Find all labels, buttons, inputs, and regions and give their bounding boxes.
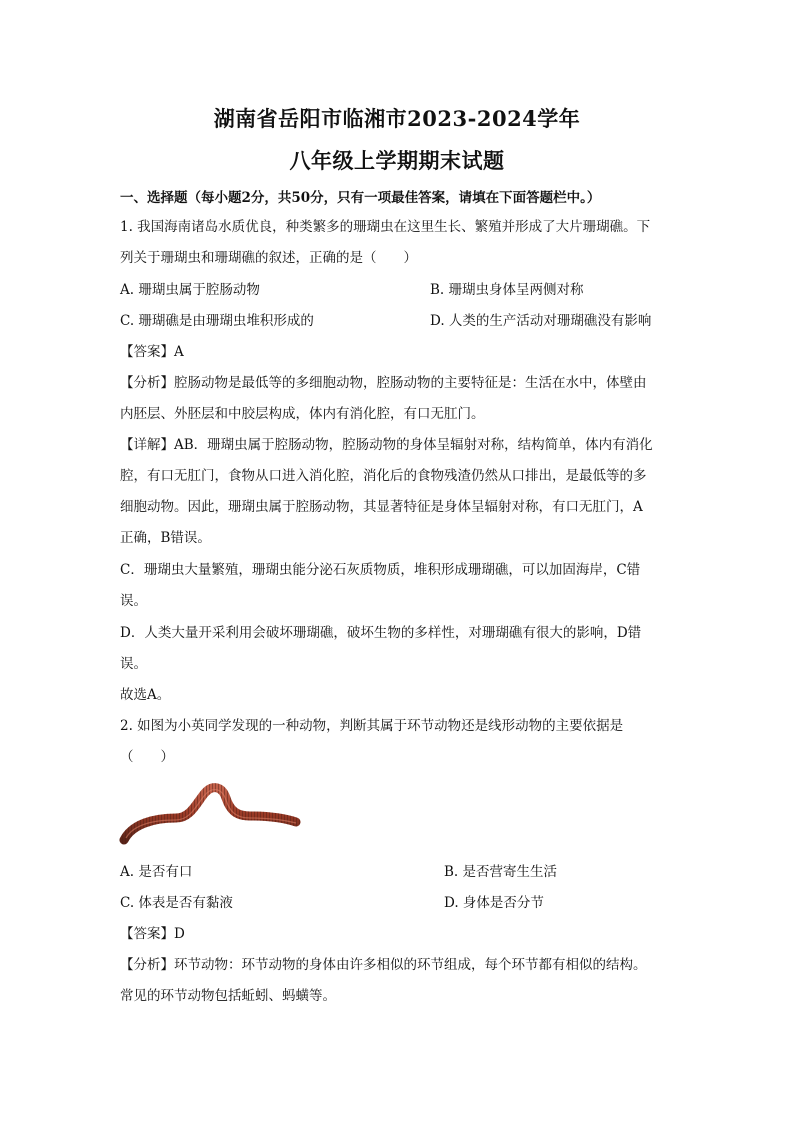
earthworm-image — [118, 778, 302, 850]
q1-stem-line1: 1. 我国海南诸岛水质优良，种类繁多的珊瑚虫在这里生长、繁殖并形成了大片珊瑚礁。下 — [120, 219, 651, 235]
q1-option-d: D. 人类的生产活动对珊瑚礁没有影响 — [430, 313, 652, 329]
q2-option-a: A. 是否有口 — [120, 864, 193, 880]
q2-analysis-line2: 常见的环节动物包括蚯蚓、蚂蟥等。 — [120, 988, 336, 1004]
doc-title-line2: 八年级上学期期末试题 — [289, 148, 505, 173]
q1-analysis-line2: 内胚层、外胚层和中胶层构成，体内有消化腔，有口无肛门。 — [120, 406, 485, 422]
q1-detail-line1: 【详解】AB．珊瑚虫属于腔肠动物，腔肠动物的身体呈辐射对称，结构简单，体内有消化 — [120, 437, 653, 453]
q2-analysis-line1: 【分析】环节动物：环节动物的身体由许多相似的环节组成，每个环节都有相似的结构。 — [120, 957, 647, 973]
q2-option-d: D. 身体是否分节 — [444, 895, 544, 911]
q1-detail-line7: D．人类大量开采利用会破坏珊瑚礁，破坏生物的多样性，对珊瑚礁有很大的影响，D错 — [120, 625, 642, 641]
q1-detail-line4: 正确，B错误。 — [120, 530, 211, 546]
q1-stem-line2: 列关于珊瑚虫和珊瑚礁的叙述，正确的是（ ） — [120, 250, 417, 266]
q1-analysis-line1: 【分析】腔肠动物是最低等的多细胞动物，腔肠动物的主要特征是：生活在水中，体壁由 — [120, 375, 647, 391]
q1-detail-line5: C．珊瑚虫大量繁殖，珊瑚虫能分泌石灰质物质，堆积形成珊瑚礁，可以加固海岸，C错 — [120, 562, 641, 578]
q1-answer: 【答案】A — [120, 344, 184, 360]
q2-option-c: C. 体表是否有黏液 — [120, 895, 233, 911]
q1-detail-line8: 误。 — [120, 656, 147, 672]
q2-stem-line1: 2. 如图为小英同学发现的一种动物，判断其属于环节动物还是线形动物的主要依据是 — [120, 718, 624, 734]
q2-option-b: B. 是否营寄生生活 — [444, 864, 558, 880]
section-heading: 一、选择题（每小题2分，共50分，只有一项最佳答案，请填在下面答题栏中。） — [120, 190, 601, 206]
q1-detail-line6: 误。 — [120, 593, 147, 609]
q2-stem-line2: （ ） — [120, 749, 174, 765]
q1-option-b: B. 珊瑚虫身体呈两侧对称 — [430, 282, 584, 298]
q1-conclusion: 故选A。 — [120, 687, 171, 703]
q1-detail-line3: 细胞动物。因此，珊瑚虫属于腔肠动物，其显著特征是身体呈辐射对称，有口无肛门，A — [120, 499, 643, 515]
q2-answer: 【答案】D — [120, 926, 185, 942]
q1-option-a: A. 珊瑚虫属于腔肠动物 — [120, 282, 260, 298]
q1-detail-line2: 腔，有口无肛门，食物从口进入消化腔，消化后的食物残渣仍然从口排出，是最低等的多 — [120, 468, 647, 484]
doc-title-line1: 湖南省岳阳市临湘市2023-2024学年 — [213, 106, 581, 131]
q1-option-c: C. 珊瑚礁是由珊瑚虫堆积形成的 — [120, 313, 314, 329]
